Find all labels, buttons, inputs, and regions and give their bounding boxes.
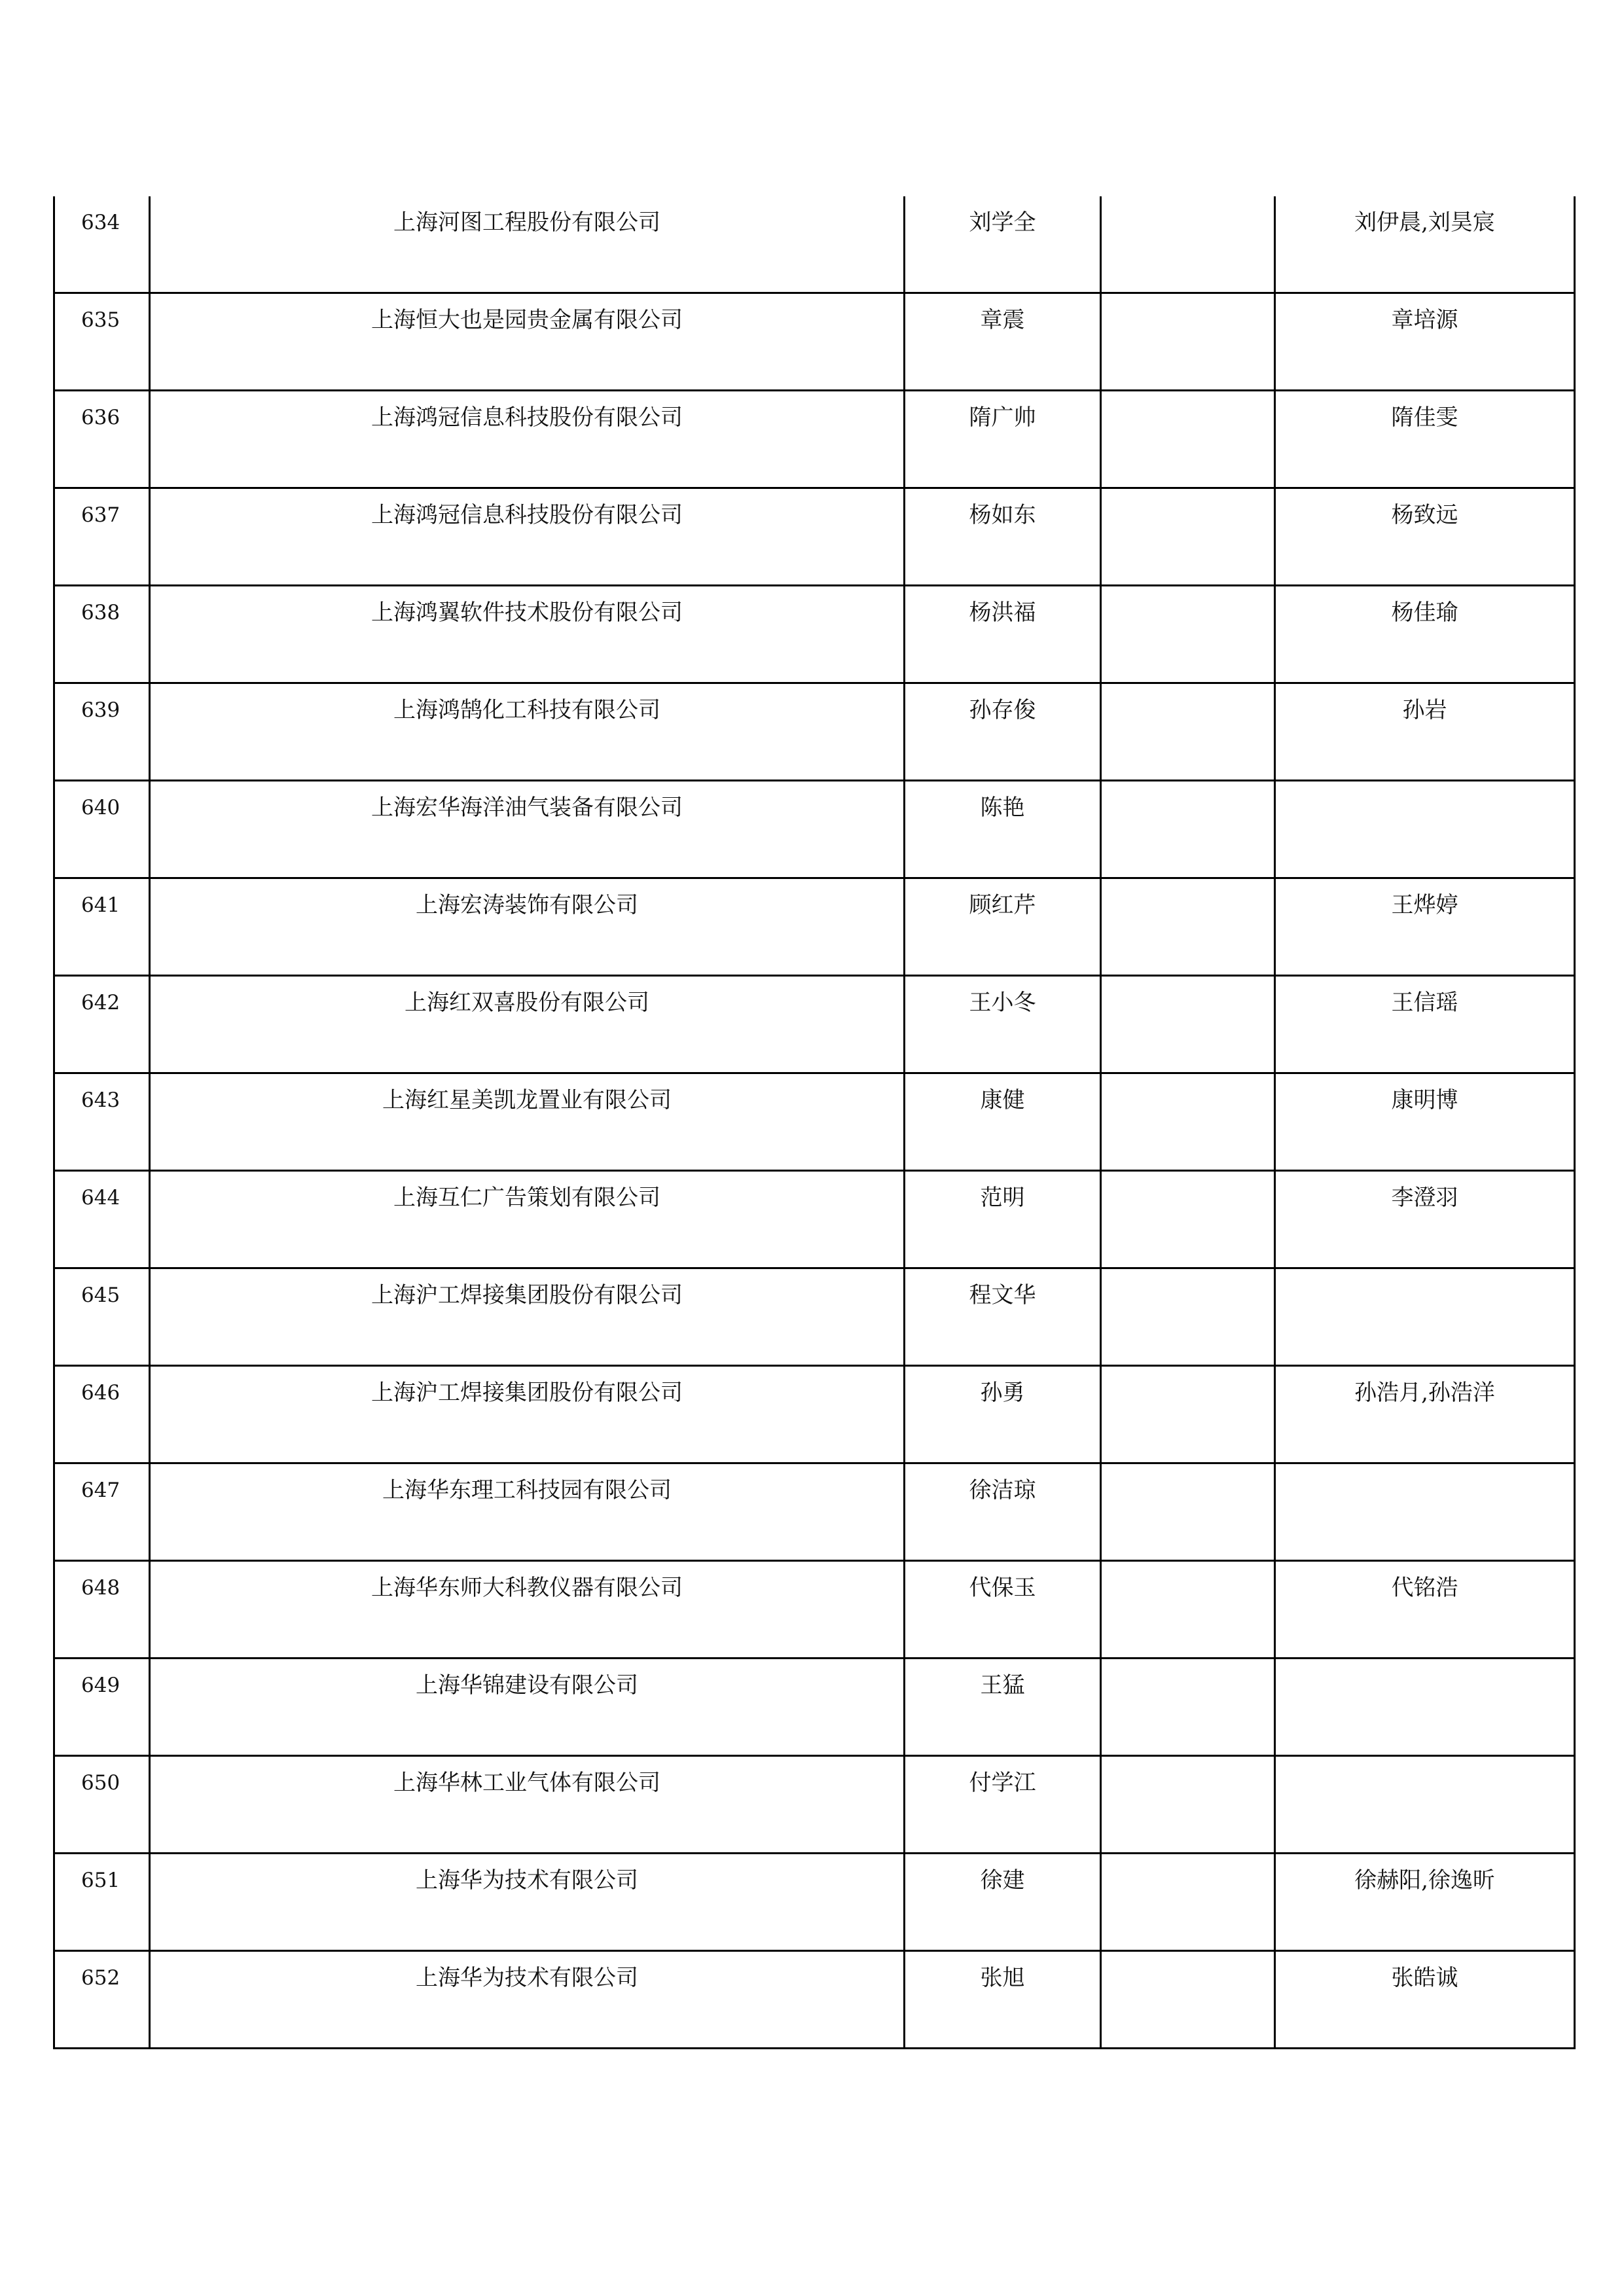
row-number-cell-text: 650 (81, 1771, 120, 1795)
company-cell (150, 1366, 905, 1463)
row-number-cell-text: 638 (81, 601, 120, 624)
blank-cell-text (1102, 1757, 1274, 1770)
children-names-cell (1275, 976, 1575, 1073)
table-row (54, 781, 1575, 878)
row-number-cell-text: 642 (81, 991, 120, 1014)
employee-name-cell (905, 1073, 1101, 1171)
company-cell (150, 586, 905, 683)
employee-name-cell-text: 章震 (980, 307, 1025, 333)
blank-cell (1101, 1171, 1275, 1268)
row-number-cell (54, 391, 150, 488)
row-number-cell (54, 1268, 150, 1366)
blank-cell (1101, 1268, 1275, 1366)
children-names-cell (1275, 1463, 1575, 1561)
blank-cell-text (1102, 977, 1274, 990)
company-cell (150, 196, 905, 293)
table-row (54, 196, 1575, 293)
children-names-cell (1275, 1268, 1575, 1366)
children-names-cell (1275, 878, 1575, 976)
company-cell (150, 488, 905, 586)
company-cell-text: 上海互仁广告策划有限公司 (393, 1185, 660, 1211)
company-cell-text: 上海沪工焊接集团股份有限公司 (371, 1380, 683, 1406)
row-number-cell (54, 1561, 150, 1659)
row-number-cell (54, 1366, 150, 1463)
children-names-cell (1275, 1659, 1575, 1756)
blank-cell-text (1102, 879, 1274, 892)
employee-name-cell-text: 付学江 (969, 1770, 1036, 1796)
employee-name-cell (905, 1463, 1101, 1561)
blank-cell-text (1102, 294, 1274, 307)
children-names-cell (1275, 488, 1575, 586)
employee-name-cell (905, 1366, 1101, 1463)
company-cell-text: 上海红双喜股份有限公司 (405, 990, 649, 1016)
company-cell-text: 上海华为技术有限公司 (416, 1867, 638, 1893)
row-number-cell (54, 1756, 150, 1854)
table-row (54, 391, 1575, 488)
employee-name-cell (905, 1268, 1101, 1366)
children-names-cell-text (1276, 1464, 1574, 1477)
company-cell (150, 878, 905, 976)
company-cell-text: 上海华锦建设有限公司 (416, 1672, 638, 1698)
blank-cell-text (1102, 1172, 1274, 1185)
company-cell (150, 1854, 905, 1951)
blank-cell-text (1102, 196, 1274, 209)
children-names-cell (1275, 1951, 1575, 2049)
company-cell (150, 1756, 905, 1854)
row-number-cell-text: 644 (81, 1186, 120, 1210)
row-number-cell (54, 976, 150, 1073)
company-cell (150, 1659, 905, 1756)
employee-name-cell (905, 781, 1101, 878)
company-cell-text: 上海华为技术有限公司 (416, 1965, 638, 1991)
company-cell-text: 上海华东理工科技园有限公司 (382, 1477, 672, 1503)
company-cell (150, 1073, 905, 1171)
table-row (54, 1561, 1575, 1659)
children-names-cell-text: 章培源 (1391, 307, 1458, 333)
employee-name-cell-text: 代保玉 (969, 1575, 1036, 1601)
row-number-cell (54, 1951, 150, 2049)
blank-cell-text (1102, 1464, 1274, 1477)
table-row (54, 1073, 1575, 1171)
row-number-cell (54, 293, 150, 391)
children-names-cell (1275, 196, 1575, 293)
table-row (54, 1171, 1575, 1268)
blank-cell (1101, 683, 1275, 781)
company-cell-text: 上海沪工焊接集团股份有限公司 (371, 1282, 683, 1308)
blank-cell (1101, 1561, 1275, 1659)
row-number-cell-text: 652 (81, 1966, 120, 1990)
blank-cell (1101, 1073, 1275, 1171)
employee-name-cell-text: 康健 (980, 1087, 1025, 1113)
children-names-cell (1275, 1073, 1575, 1171)
employee-name-cell-text: 孙存俊 (969, 697, 1036, 723)
employee-name-cell (905, 1854, 1101, 1951)
row-number-cell-text: 649 (81, 1674, 120, 1697)
employee-name-cell (905, 683, 1101, 781)
table-row (54, 1268, 1575, 1366)
blank-cell-text (1102, 1854, 1274, 1867)
company-cell (150, 391, 905, 488)
table-row (54, 488, 1575, 586)
children-names-cell (1275, 1561, 1575, 1659)
children-names-cell-text (1276, 781, 1574, 795)
children-names-cell-text: 王信瑶 (1391, 990, 1458, 1016)
company-cell-text: 上海宏华海洋油气装备有限公司 (371, 795, 683, 821)
row-number-cell-text: 636 (81, 406, 120, 429)
children-names-cell-text: 隋佳雯 (1391, 404, 1458, 431)
employee-name-cell (905, 1951, 1101, 2049)
children-names-cell-text (1276, 1659, 1574, 1672)
row-number-cell (54, 1659, 150, 1756)
company-cell (150, 1268, 905, 1366)
children-names-cell-text: 孙浩月,孙浩洋 (1354, 1380, 1495, 1406)
company-cell-text: 上海宏涛装饰有限公司 (416, 892, 638, 918)
employee-name-cell (905, 196, 1101, 293)
table-row (54, 683, 1575, 781)
company-cell-text: 上海华东师大科教仪器有限公司 (371, 1575, 683, 1601)
employee-name-cell-text: 顾红芹 (969, 892, 1036, 918)
blank-cell (1101, 488, 1275, 586)
blank-cell (1101, 976, 1275, 1073)
blank-cell (1101, 878, 1275, 976)
blank-cell (1101, 1366, 1275, 1463)
children-names-cell-text (1276, 1757, 1574, 1770)
row-number-cell-text: 647 (81, 1479, 120, 1502)
blank-cell-text (1102, 1562, 1274, 1575)
employee-name-cell-text: 王小冬 (969, 990, 1036, 1016)
row-number-cell (54, 1463, 150, 1561)
children-names-cell-text: 李澄羽 (1391, 1185, 1458, 1211)
table-row (54, 1756, 1575, 1854)
children-names-cell-text: 刘伊晨,刘昊宸 (1354, 209, 1495, 236)
blank-cell (1101, 1951, 1275, 2049)
table-row (54, 293, 1575, 391)
row-number-cell (54, 1073, 150, 1171)
employee-name-cell (905, 1171, 1101, 1268)
blank-cell-text (1102, 1659, 1274, 1672)
employee-name-cell (905, 391, 1101, 488)
company-cell (150, 1171, 905, 1268)
blank-cell-text (1102, 684, 1274, 697)
employee-name-cell-text: 陈艳 (980, 795, 1025, 821)
children-names-cell (1275, 1756, 1575, 1854)
children-names-cell-text: 杨佳瑜 (1391, 600, 1458, 626)
blank-cell-text (1102, 1074, 1274, 1087)
row-number-cell-text: 648 (81, 1576, 120, 1600)
children-names-cell-text: 代铭浩 (1391, 1575, 1458, 1601)
blank-cell (1101, 586, 1275, 683)
children-names-cell-text: 张皓诚 (1391, 1965, 1458, 1991)
company-cell (150, 1463, 905, 1561)
children-names-cell (1275, 1366, 1575, 1463)
row-number-cell-text: 637 (81, 503, 120, 527)
blank-cell-text (1102, 1367, 1274, 1380)
employee-name-cell (905, 488, 1101, 586)
children-names-cell (1275, 586, 1575, 683)
company-cell-text: 上海红星美凯龙置业有限公司 (382, 1087, 672, 1113)
blank-cell (1101, 196, 1275, 293)
blank-cell-text (1102, 489, 1274, 502)
blank-cell-text (1102, 586, 1274, 600)
row-number-cell (54, 196, 150, 293)
row-number-cell (54, 781, 150, 878)
children-names-cell (1275, 683, 1575, 781)
table-row (54, 1854, 1575, 1951)
employee-name-cell-text: 范明 (980, 1185, 1025, 1211)
row-number-cell (54, 683, 150, 781)
employee-name-cell (905, 976, 1101, 1073)
employee-name-cell (905, 1561, 1101, 1659)
row-number-cell (54, 488, 150, 586)
company-cell-text: 上海华林工业气体有限公司 (393, 1770, 660, 1796)
row-number-cell-text: 651 (81, 1869, 120, 1892)
table-row (54, 976, 1575, 1073)
company-cell-text: 上海鸿鹄化工科技有限公司 (393, 697, 660, 723)
blank-cell (1101, 781, 1275, 878)
blank-cell-text (1102, 1269, 1274, 1282)
employee-name-cell-text: 徐建 (980, 1867, 1025, 1893)
employee-name-cell-text: 孙勇 (980, 1380, 1025, 1406)
company-cell (150, 683, 905, 781)
employee-name-cell-text: 王猛 (980, 1672, 1025, 1698)
employee-name-cell-text: 张旭 (980, 1965, 1025, 1991)
row-number-cell (54, 1171, 150, 1268)
blank-cell (1101, 391, 1275, 488)
company-cell (150, 781, 905, 878)
row-number-cell-text: 641 (81, 893, 120, 917)
blank-cell (1101, 1659, 1275, 1756)
row-number-cell-text: 634 (81, 211, 120, 234)
table-row (54, 878, 1575, 976)
company-cell (150, 1561, 905, 1659)
company-cell-text: 上海鸿翼软件技术股份有限公司 (371, 600, 683, 626)
children-names-cell (1275, 391, 1575, 488)
row-number-cell (54, 586, 150, 683)
table-row (54, 1659, 1575, 1756)
children-names-cell (1275, 293, 1575, 391)
children-names-cell-text (1276, 1269, 1574, 1282)
row-number-cell-text: 645 (81, 1283, 120, 1307)
children-names-cell-text: 杨致远 (1391, 502, 1458, 528)
company-cell (150, 293, 905, 391)
row-number-cell-text: 643 (81, 1088, 120, 1112)
row-number-cell (54, 878, 150, 976)
roster-table (53, 196, 1576, 2049)
blank-cell (1101, 1463, 1275, 1561)
company-cell-text: 上海恒大也是园贵金属有限公司 (371, 307, 683, 333)
employee-name-cell (905, 1659, 1101, 1756)
children-names-cell (1275, 1171, 1575, 1268)
row-number-cell-text: 640 (81, 796, 120, 819)
company-cell (150, 976, 905, 1073)
employee-name-cell-text: 徐洁琼 (969, 1477, 1036, 1503)
employee-name-cell-text: 杨洪福 (969, 600, 1036, 626)
blank-cell-text (1102, 781, 1274, 795)
row-number-cell-text: 635 (81, 308, 120, 332)
employee-name-cell-text: 刘学全 (969, 209, 1036, 236)
children-names-cell-text: 孙岩 (1402, 697, 1447, 723)
employee-name-cell (905, 1756, 1101, 1854)
company-cell-text: 上海河图工程股份有限公司 (393, 209, 660, 236)
company-cell-text: 上海鸿冠信息科技股份有限公司 (371, 502, 683, 528)
roster-table-body (54, 196, 1575, 2049)
company-cell-text: 上海鸿冠信息科技股份有限公司 (371, 404, 683, 431)
employee-name-cell (905, 586, 1101, 683)
row-number-cell (54, 1854, 150, 1951)
children-names-cell-text: 康明博 (1391, 1087, 1458, 1113)
table-row (54, 1366, 1575, 1463)
children-names-cell-text: 徐赫阳,徐逸昕 (1354, 1867, 1495, 1893)
blank-cell-text (1102, 1952, 1274, 1965)
blank-cell-text (1102, 391, 1274, 404)
company-cell (150, 1951, 905, 2049)
employee-name-cell (905, 878, 1101, 976)
employee-name-cell-text: 隋广帅 (969, 404, 1036, 431)
children-names-cell (1275, 781, 1575, 878)
blank-cell (1101, 293, 1275, 391)
employee-name-cell-text: 程文华 (969, 1282, 1036, 1308)
children-names-cell-text: 王烨婷 (1391, 892, 1458, 918)
employee-name-cell-text: 杨如东 (969, 502, 1036, 528)
children-names-cell (1275, 1854, 1575, 1951)
table-row (54, 1463, 1575, 1561)
row-number-cell-text: 646 (81, 1381, 120, 1405)
table-row (54, 586, 1575, 683)
employee-name-cell (905, 293, 1101, 391)
row-number-cell-text: 639 (81, 698, 120, 722)
blank-cell (1101, 1756, 1275, 1854)
table-row (54, 1951, 1575, 2049)
blank-cell (1101, 1854, 1275, 1951)
